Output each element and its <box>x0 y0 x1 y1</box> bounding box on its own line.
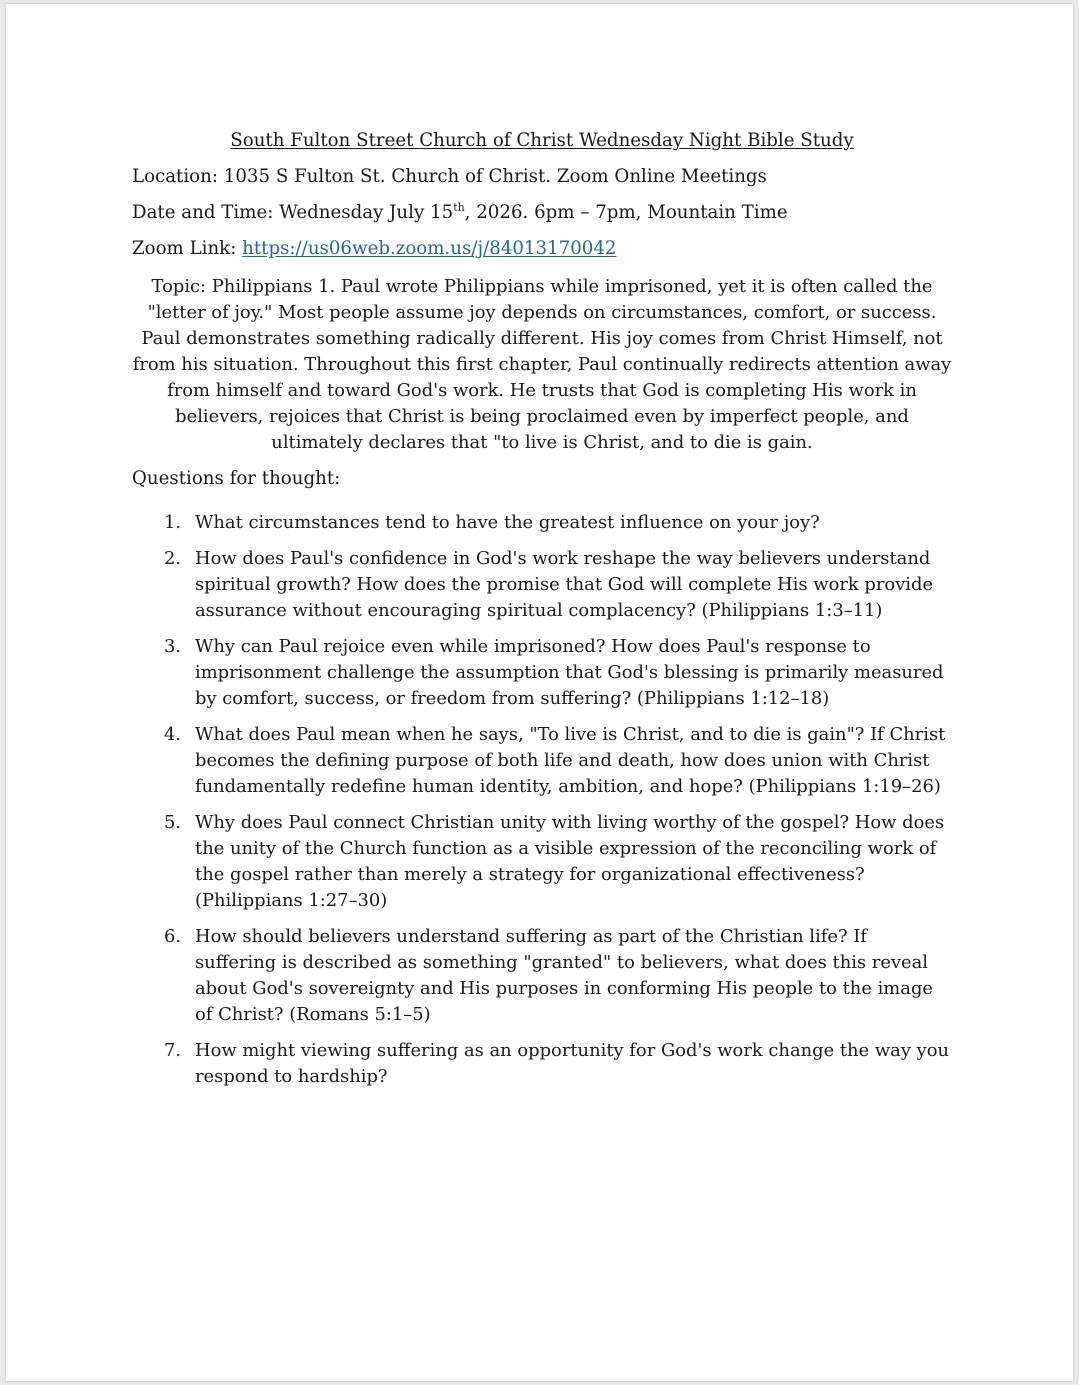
question-number: 3. <box>164 636 182 657</box>
question-text: What circumstances tend to have the greatest influence on your joy? <box>195 512 820 533</box>
question-text: Why does Paul connect Christian unity with living worthy of the gospel? How does the unity of the Church function as a visible expression of the reconciling work of the gospel rather than merely a strategy for organizational effectiveness? (Philippians 1:27–30) <box>195 812 945 911</box>
question-text: How does Paul's confidence in God's work reshape the way believers understand spiritual growth? How does the promise that God will complete His work provide assurance without encouraging spiritual complacency? (Philippians 1:3–11) <box>195 548 934 621</box>
question-item <box>132 722 952 800</box>
question-number: 7. <box>164 1040 182 1061</box>
question-item <box>132 1038 952 1090</box>
questions-list <box>132 510 952 1090</box>
question-number: 1. <box>164 512 182 533</box>
location-label: Location: <box>132 166 218 187</box>
topic-paragraph: Topic: Philippians 1. Paul wrote Philippians while imprisoned, yet it is often called the "letter of joy." Most people assume joy depends on circumstances, comfort, or success. Paul demonstrates something radically different. His joy comes from Christ Himself, not from his situation. Throughout this first chapter, Paul continually redirects attention away from himself and toward God's work. He trusts that God is completing His work in believers, rejoices that Christ is being proclaimed even by imperfect people, and ultimately declares that "to live is Christ, and to die is gain. <box>132 276 952 453</box>
zoom-link[interactable]: https://us06web.zoom.us/j/84013170042 <box>242 238 617 259</box>
question-item <box>132 810 952 914</box>
question-text: Why can Paul rejoice even while imprisoned? How does Paul's response to imprisonment challenge the assumption that God's blessing is primarily measured by comfort, success, or freedom from suffering? (Philippians 1:12–18) <box>195 636 944 709</box>
question-text: How should believers understand suffering as part of the Christian life? If suffering is described as something "granted" to believers, what does this reveal about God's sovereignty and His purposes in conforming His people to the image of Christ? (Romans 5:1–5) <box>195 926 933 1025</box>
question-item <box>132 634 952 712</box>
question-text: How might viewing suffering as an opportunity for God's work change the way you respond to hardship? <box>195 1040 950 1087</box>
datetime-date: Wednesday July 15 <box>279 202 454 223</box>
questions-header: Questions for thought: <box>132 468 341 489</box>
question-text: What does Paul mean when he says, "To live is Christ, and to die is gain"? If Christ becomes the defining purpose of both life and death, how does union with Christ fundamentally redefine human identity, ambition, and hope? (Philippians 1:19–26) <box>195 724 946 797</box>
question-item <box>132 924 952 1028</box>
location-value: 1035 S Fulton St. Church of Christ. Zoom Online Meetings <box>223 166 767 187</box>
question-item <box>132 546 952 624</box>
question-number: 2. <box>164 548 182 569</box>
zoom-line <box>132 236 952 262</box>
datetime-line <box>132 200 952 226</box>
document-title: South Fulton Street Church of Christ Wednesday Night Bible Study <box>230 130 854 151</box>
question-number: 4. <box>164 724 182 745</box>
datetime-rest: , 2026. 6pm – 7pm, Mountain Time <box>464 202 788 223</box>
question-number: 6. <box>164 926 182 947</box>
location-line <box>132 164 952 190</box>
datetime-label: Date and Time: <box>132 202 274 223</box>
question-item <box>132 510 952 536</box>
question-number: 5. <box>164 812 182 833</box>
document-content <box>132 128 952 1100</box>
document-page <box>6 4 1073 1381</box>
zoom-label: Zoom Link: <box>132 238 237 259</box>
datetime-ordinal-suffix: th <box>453 200 465 214</box>
